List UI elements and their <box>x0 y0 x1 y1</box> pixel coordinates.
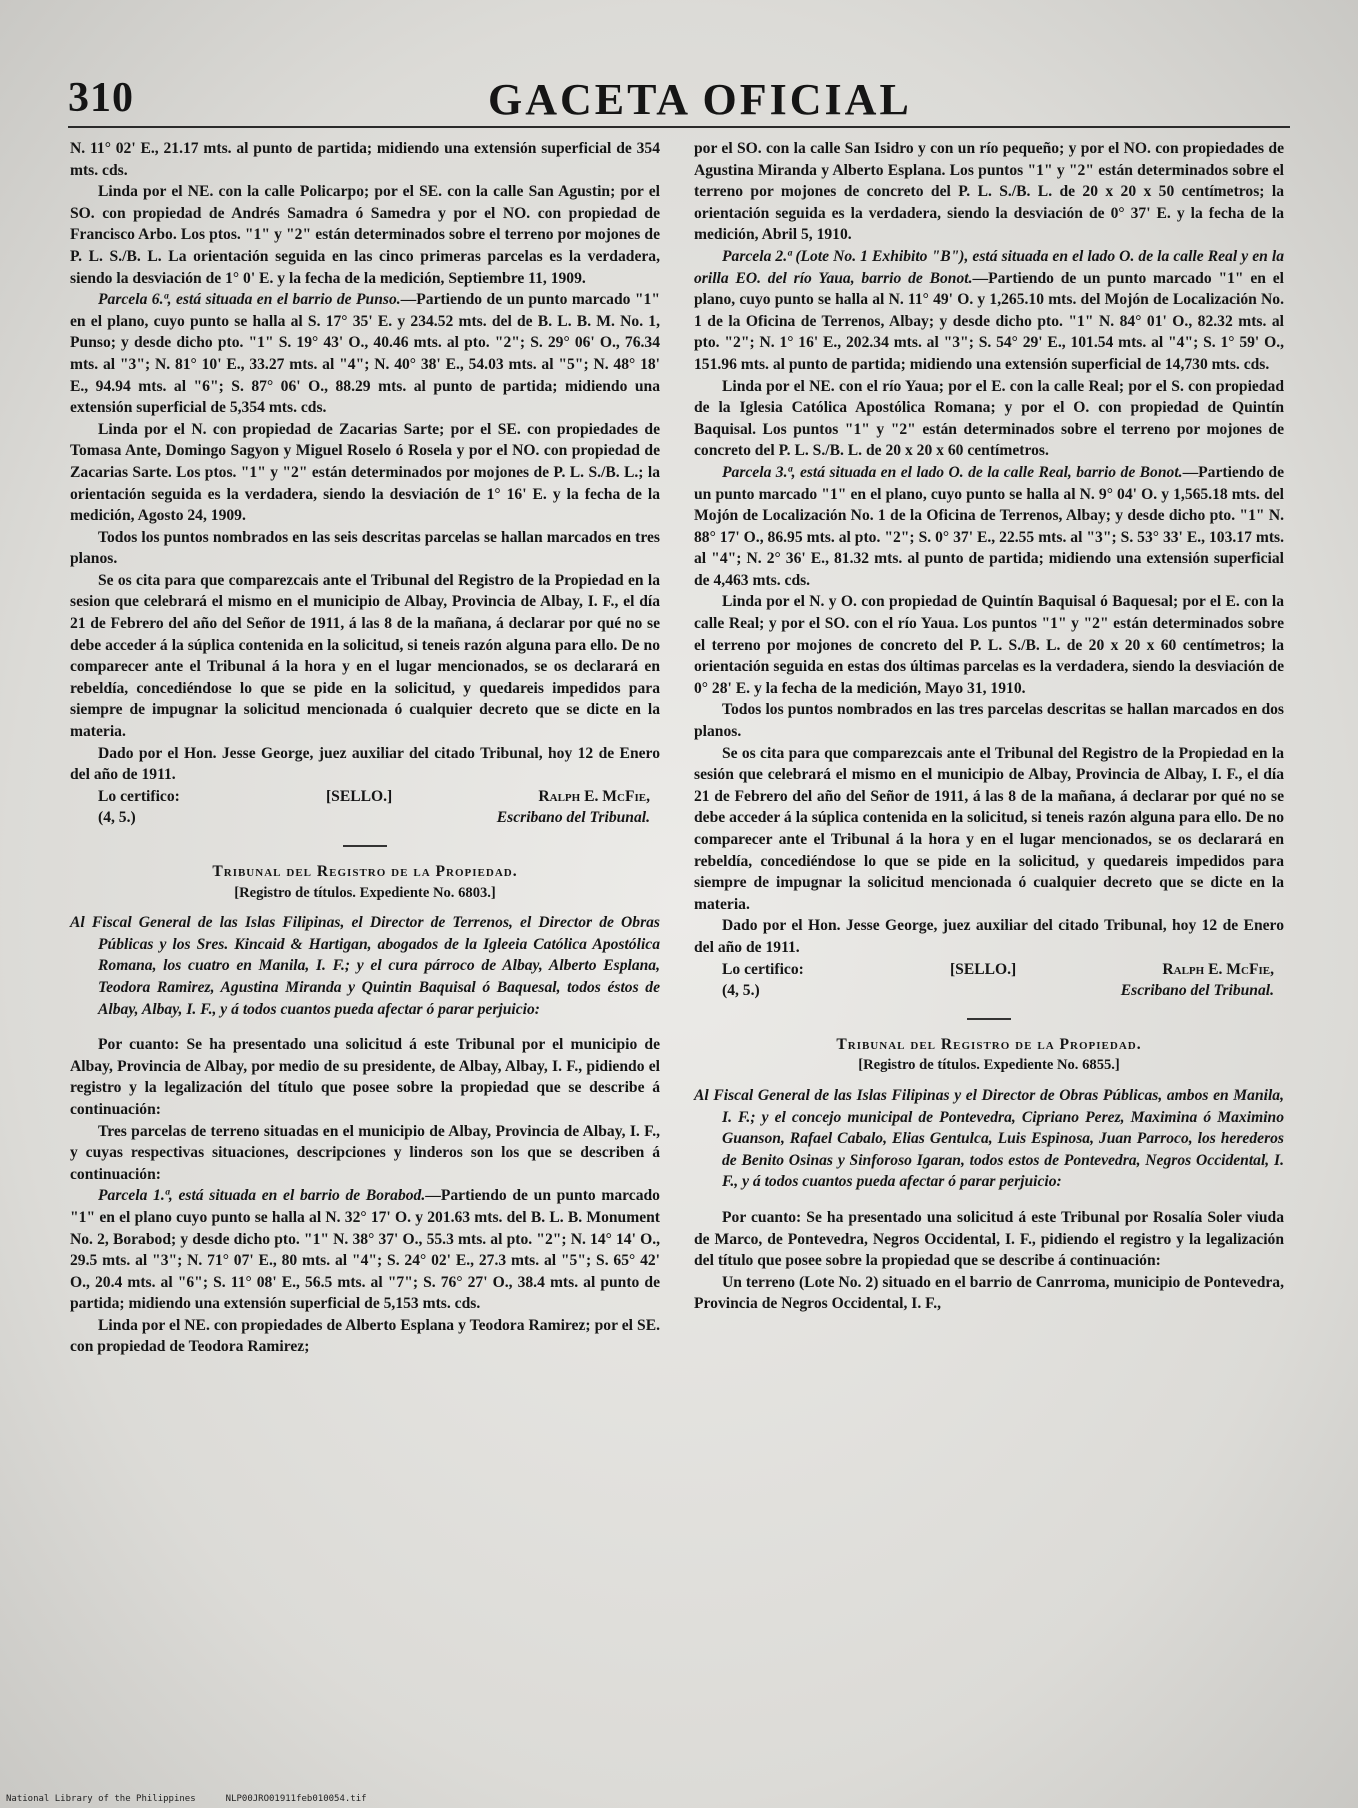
paragraph: por el SO. con la calle San Isidro y con un río pequeño; y por el NO. con propiedades de Agustina Miranda y Alberto Esplana. Los puntos "1" y "2" están determinados sobre el terreno por mojones de concreto del P. L. S./B. L. de 20 x 20 x 50 centímetros; la orientación seguida es la verdadera, siendo la desviación de 0° 37' E. y la fecha de la medición, Abril 5, 1910. <box>694 140 1284 244</box>
paragraph: Linda por el N. y O. con propiedad de Quintín Baquisal ó Baquesal; por el E. con la calle Real; y por el SO. con el río Yaua. Los puntos "1" y "2" están determinados sobre el terreno por mojones de concreto del P. L. S./B. L. de 20 x 20 x 60 centímetros; la orientación seguida en estas dos últimas parcelas es la verdadera, siendo la desviación de 0° 28' E. y la fecha de la medición, Mayo 31, 1910. <box>694 593 1284 697</box>
library-credit: National Library of the Philippines <box>6 1794 196 1804</box>
paragraph: Se os cita para que comparezcais ante el Tribunal del Registro de la Propiedad en la sesión que celebrará el mismo en el municipio de Albay, Provincia de Albay, I. F., el día 21 de Febrero del año del Señor de 1911, á las 8 de la mañana, á declarar por qué no se debe acceder á la súplica contenida en la solicitud, si teneis razón alguna para ello. De no comparecer ante el Tribunal á la hora y en el lugar mencionados, se os declarará en rebeldía, concediéndose lo que se pide en la solicitud, y quedareis impedidos para siempre de impugnar la solicitud mencionada ó cualquier decreto que se dicte en la materia. <box>694 744 1284 913</box>
parcel-heading: Parcela 3.ª, está situada en el lado O. de la calle Real, barrio de Bonot. <box>722 463 1183 481</box>
signature-block-2 <box>70 807 660 829</box>
addressees: Al Fiscal General de las Islas Filipinas, el Director de Terrenos, el Director de Obras Públicas y los Sres. Kincaid & Hartigan, abogados de la Igleeia Católica Apostólica Romana, los cuatro en Manila, I. F.; y el cura párroco de Albay, Alberto Esplana, Teodora Ramirez, Agustina Miranda y Quintin Baquisal ó Baquesal, todos éstos de Albay, Albay, I. F., y á todos cuantos pueda afectar ó parar perjuicio: <box>70 914 660 1018</box>
paragraph: Por cuanto: Se ha presentado una solicitud á este Tribunal por Rosalía Soler viuda de Marco, de Pontevedra, Negros Occidental, I. F., pidiendo el registro y la legalización del título que posee sobre la propiedad que se describe á continuación: <box>694 1208 1284 1270</box>
page-header <box>68 66 1290 128</box>
parcel-text: —Partiendo de un punto marcado "1" en el plano cuyo punto se halla al N. 32° 17' O. y 201.63 mts. del B. L. B. Monument No. 2, Borabod; y desde dicho pto. "1" N. 38° 37' O., 55.3 mts. al pto. "2"; N. 14° 14' O., 29.5 mts. al "3"; N. 71° 07' E., 80 mts. al "4"; S. 24° 02' E., 27.3 mts. al "5"; S. 65° 42' O., 20.4 mts. al "6"; S. 11° 08' E., 56.5 mts. al "7"; S. 76° 27' O., 38.4 mts. al punto de partida; midiendo una extensión superficial de 5,153 mts. cds. <box>70 1187 660 1313</box>
scan-filename: NLP00JRO01911feb010054.tif <box>225 1794 367 1804</box>
paragraph <box>70 289 660 419</box>
parcel-text: —Partiendo de un punto marcado "1" en el plano, cuyo punto se halla al N. 9° 04' O. y 1,565.18 mts. del Mojón de Localización No. 1 de la Oficina de Terrenos, Albay; y desde dicho pto. "1" N. 88° 17' O., 86.95 mts. al pto. "2"; S. 0° 37' E., 22.55 mts. al "3"; S. 53° 33' E., 103.17 mts. al "4"; N. 2° 36' E., 81.32 mts. al punto de partida; midiendo una extensión superficial de 4,463 mts. cds. <box>694 463 1284 589</box>
case-reference: [Registro de títulos. Expediente No. 6803.] <box>234 884 496 901</box>
section-title: Tribunal del Registro de la Propiedad. <box>836 1035 1142 1053</box>
addressees: Al Fiscal General de las Islas Filipinas y el Director de Obras Públicas, ambos en Manila, I. F.; y el concejo municipal de Pontevedra, Cipriano Perez, Maximina ó Maximino Guanson, Rafael Cabalo, Elias Gentulca, Luis Espinosa, Juan Parroco, los herederos de Benito Osinas y Sinforoso Igaran, todos estos de Pontevedra, Negros Occidental, I. F., y á todos cuantos pueda afectar ó parar perjuicio: <box>694 1086 1284 1191</box>
paragraph: Dado por el Hon. Jesse George, juez auxiliar del citado Tribunal, hoy 12 de Enero del año de 1911. <box>70 744 660 784</box>
paragraph <box>694 462 1284 592</box>
signature-block-2 <box>694 980 1284 1002</box>
issue-reference: (4, 5.) <box>98 809 136 827</box>
signatory-name: Ralph E. McFie, <box>538 787 650 805</box>
seal-label: [SELLO.] <box>325 787 393 805</box>
section-title: Tribunal del Registro de la Propiedad. <box>212 863 518 880</box>
section-divider <box>967 1018 1011 1020</box>
parcel-text: —Partiendo de un punto marcado "1" en el plano, cuyo punto se halla al N. 11° 49' O. y 1,265.10 mts. del Mojón de Localización No. 1 de la Oficina de Terrenos, Albay; y desde dicho pto. "1" N. 84° 01' O., 82.32 mts. al pto. "2"; N. 1° 16' E., 202.34 mts. al "3"; S. 54° 29' E., 101.54 mts. al "4"; S. 1° 59' O., 151.96 mts. al punto de partida; midiendo una extensión superficial de 14,730 mts. cds. <box>694 269 1284 373</box>
paragraph: Linda por el NE. con la calle Policarpo; por el SE. con la calle San Agustin; por el SO. con propiedad de Andrés Samadra ó Samedra y por el NO. con propiedad de Francisco Arbo. Los ptos. "1" y "2" están determinados sobre el terreno por mojones de P. L. S./B. L. La orientación seguida en las cinco primeras parcelas es la verdadera, siendo la desviación de 1° 0' E. y la fecha de la medición, Septiembre 11, 1909. <box>70 183 660 287</box>
section-divider <box>343 845 387 847</box>
paragraph: Por cuanto: Se ha presentado una solicitud á este Tribunal por el municipio de Albay, Provincia de Albay, por medio de su presidente, de Albay, Albay, I. F., pidiendo el registro y la legalización del título que posee sobre la propiedad que se describe á continuación: <box>70 1036 660 1118</box>
paragraph <box>70 1185 660 1315</box>
paragraph: Todos los puntos nombrados en las tres parcelas descritas se hallan marcados en dos planos. <box>694 701 1284 741</box>
signature-block <box>694 959 1284 981</box>
certifico-label: Lo certifico: <box>722 960 804 978</box>
signatory-role: Escribano del Tribunal. <box>496 809 650 827</box>
masthead-title: GACETA OFICIAL <box>488 75 912 124</box>
paragraph: Se os cita para que comparezcais ante el Tribunal del Registro de la Propiedad en la sesion que celebrará el mismo en el municipio de Albay, Provincia de Albay, I. F., el día 21 de Febrero del año del Señor de 1911, á las 8 de la mañana, á declarar por qué no se debe acceder á la súplica contenida en la solicitud, si teneis razón alguna para ello. De no comparecer ante el Tribunal á la hora y en el lugar mencionados, se os declarará en rebeldía, concediéndose lo que se pide en la solicitud, y quedareis impedidos para siempre de impugnar la solicitud mencionada ó cualquier decreto que se dicte en la materia. <box>70 571 660 741</box>
page-number: 310 <box>68 75 134 121</box>
paragraph: Linda por el NE. con el río Yaua; por el E. con la calle Real; por el S. con propiedad de la Iglesia Católica Apostólica Romana; y por el O. con propiedad de Quintín Baquisal. Los puntos "1" y "2" están determinados sobre el terreno por mojones de concreto del P. L. S./B. L. de 20 x 20 x 60 centímetros. <box>694 377 1284 460</box>
seal-label: [SELLO.] <box>949 960 1017 978</box>
parcel-text: —Partiendo de un punto marcado "1" en el plano, cuyo punto se halla al S. 17° 35' E. y 234.52 mts. del de B. L. B. M. No. 1, Punso; y desde dicho pto. "1" S. 19° 43' O., 40.46 mts. al pto. "2"; S. 29° 06' O., 76.34 mts. al "3"; N. 81° 10' E., 33.27 mts. al "4"; N. 40° 38' E., 54.03 mts. al "5"; N. 48° 18' E., 94.94 mts. al "6"; S. 87° 06' O., 88.29 mts. al punto de partida; midiendo una extensión superficial de 5,354 mts. cds. <box>70 291 660 417</box>
issue-reference: (4, 5.) <box>722 982 760 1000</box>
parcel-heading: Parcela 6.ª, está situada en el barrio de Punso. <box>98 291 401 309</box>
paragraph <box>694 246 1284 376</box>
left-column <box>70 138 660 1358</box>
paragraph: Todos los puntos nombrados en las seis descritas parcelas se hallan marcados en tres planos. <box>70 528 660 568</box>
paragraph: Tres parcelas de terreno situadas en el municipio de Albay, Provincia de Albay, I. F., y cuyas respectivas situaciones, descripciones y linderos son los que se describen á continuación: <box>70 1122 660 1183</box>
paragraph: Linda por el N. con propiedad de Zacarias Sarte; por el SE. con propiedades de Tomasa Ante, Domingo Sagyon y Miguel Roselo ó Rosela y por el NO. con propiedad de Zacarias Sarte. Los ptos. "1" y "2" están determinados por mojones de P. L. S./B. L.; la orientación seguida es la verdadera, siendo la desviación de 1° 16' E. y la fecha de la medición, Agosto 24, 1909. <box>70 420 660 525</box>
scan-footer <box>6 1794 367 1806</box>
paragraph: N. 11° 02' E., 21.17 mts. al punto de partida; midiendo una extensión superficial de 354 mts. cds. <box>70 140 660 179</box>
case-reference: [Registro de títulos. Expediente No. 6855.] <box>858 1057 1120 1074</box>
right-column <box>694 138 1284 1315</box>
paragraph: Linda por el NE. con propiedades de Alberto Esplana y Teodora Ramirez; por el SE. con propiedad de Teodora Ramirez; <box>70 1316 660 1356</box>
signatory-role: Escribano del Tribunal. <box>1120 982 1274 1000</box>
parcel-heading: Parcela 1.ª, está situada en el barrio de Borabod. <box>98 1187 426 1205</box>
paragraph: Dado por el Hon. Jesse George, juez auxiliar del citado Tribunal, hoy 12 de Enero del año de 1911. <box>694 917 1284 956</box>
signature-block <box>70 786 660 808</box>
signatory-name: Ralph E. McFie, <box>1162 960 1274 978</box>
paragraph: Un terreno (Lote No. 2) situado en el barrio de Canrroma, municipio de Pontevedra, Provincia de Negros Occidental, I. F., <box>694 1273 1284 1313</box>
parcel-heading: Parcela 2.ª (Lote No. 1 Exhibito "B"), está situada en el lado O. de la calle Real y en la orilla EO. del río Yaua, barrio de Bonot. <box>694 247 1284 287</box>
certifico-label: Lo certifico: <box>98 787 180 805</box>
